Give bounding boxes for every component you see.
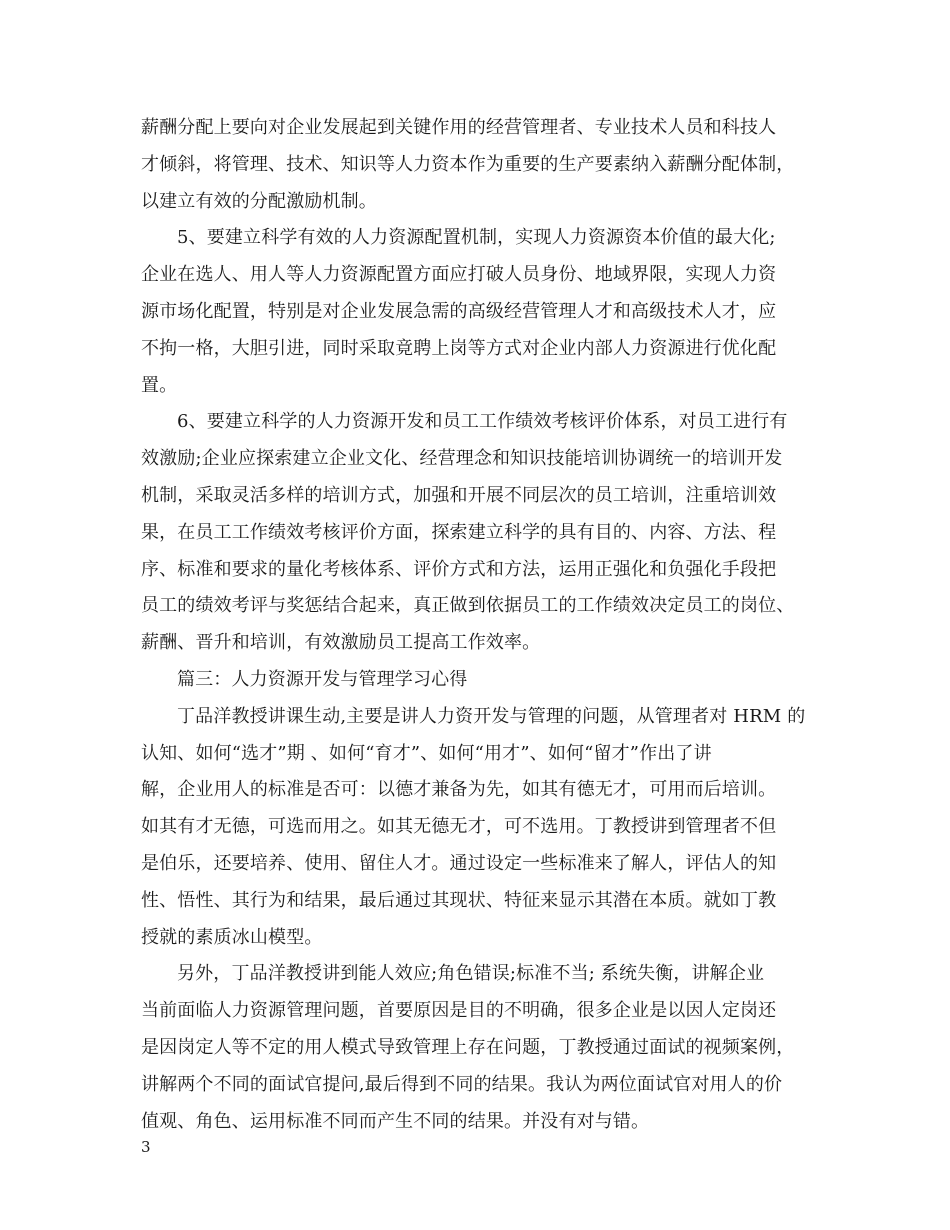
text-line: 当前面临人力资源管理问题，首要原因是目的不明确，很多企业是以因人定岗还 xyxy=(141,1000,777,1022)
text-line: 6、要建立科学的人力资源开发和员工工作绩效考核评价体系，对员工进行有 xyxy=(177,411,788,433)
text-line: 薪酬、晋升和培训，有效激励员工提高工作效率。 xyxy=(141,632,541,654)
text-line: 值观、角色、运用标准不同而产生不同的结果。并没有对与错。 xyxy=(141,1110,650,1132)
text-line: 篇三：人力资源开发与管理学习心得 xyxy=(177,668,468,690)
text-line: 以建立有效的分配激励机制。 xyxy=(141,190,377,212)
text-line: 薪酬分配上要向对企业发展起到关键作用的经营管理者、专业技术人员和科技人 xyxy=(141,117,777,138)
text-line: 是因岗定人等不定的用人模式导致管理上存在问题，丁教授通过面试的视频案例， xyxy=(141,1036,795,1058)
text-line: 果，在员工工作绩效考核评价方面，探索建立科学的具有目的、内容、方法、程 xyxy=(141,521,777,543)
text-line: 性、悟性、其行为和结果，最后通过其现状、特征来显示其潜在本质。就如丁教 xyxy=(141,889,777,911)
text-line: 源市场化配置，特别是对企业发展急需的高级经营管理人才和高级技术人才，应 xyxy=(141,300,777,322)
text-line: 解，企业用人的标准是否可：以德才兼备为先，如其有德无才，可用而后培训。 xyxy=(141,779,777,801)
text-line: 员工的绩效考评与奖惩结合起来，真正做到依据员工的工作绩效决定员工的岗位、 xyxy=(141,595,795,617)
text-line: 才倾斜，将管理、技术、知识等人力资本作为重要的生产要素纳入薪酬分配体制， xyxy=(141,153,795,175)
text-line: 认知、如何“选才”期 、如何“育才”、如何“用才”、如何“留才”作出了讲 xyxy=(141,742,712,764)
text-line: 讲解两个不同的面试官提问,最后得到不同的结果。我认为两位面试官对用人的价 xyxy=(141,1073,783,1095)
text-line: 企业在选人、用人等人力资源配置方面应打破人员身份、地域界限，实现人力资 xyxy=(141,264,777,286)
text-line: 置。 xyxy=(141,374,178,396)
text-line: 机制，采取灵活多样的培训方式，加强和开展不同层次的员工培训，注重培训效 xyxy=(141,484,777,506)
page-number: 3 xyxy=(141,1138,151,1156)
text-line: 是伯乐，还要培养、使用、留住人才。通过设定一些标准来了解人，评估人的知 xyxy=(141,852,777,874)
text-line: 丁品洋教授讲课生动,主要是讲人力资开发与管理的问题，从管理者对 HRM 的 xyxy=(177,705,806,727)
text-line: 效激励;企业应探索建立企业文化、经营理念和知识技能培训协调统一的培训开发 xyxy=(141,448,783,470)
text-line: 不拘一格，大胆引进，同时采取竟聘上岗等方式对企业内部人力资源进行优化配 xyxy=(141,337,777,359)
text-line: 另外，丁品洋教授讲到能人效应;角色错误;标准不当; 系统失衡，讲解企业 xyxy=(177,963,765,985)
text-line: 5、要建立科学有效的人力资源配置机制，实现人力资源资本价值的最大化; xyxy=(177,227,776,249)
text-line: 如其有才无德，可选而用之。如其无德无才，可不选用。丁教授讲到管理者不但 xyxy=(141,816,777,838)
body-text xyxy=(141,110,821,1140)
text-line: 授就的素质冰山模型。 xyxy=(141,926,323,948)
text-line: 序、标准和要求的量化考核体系、评价方式和方法，运用正强化和负强化手段把 xyxy=(141,558,777,580)
